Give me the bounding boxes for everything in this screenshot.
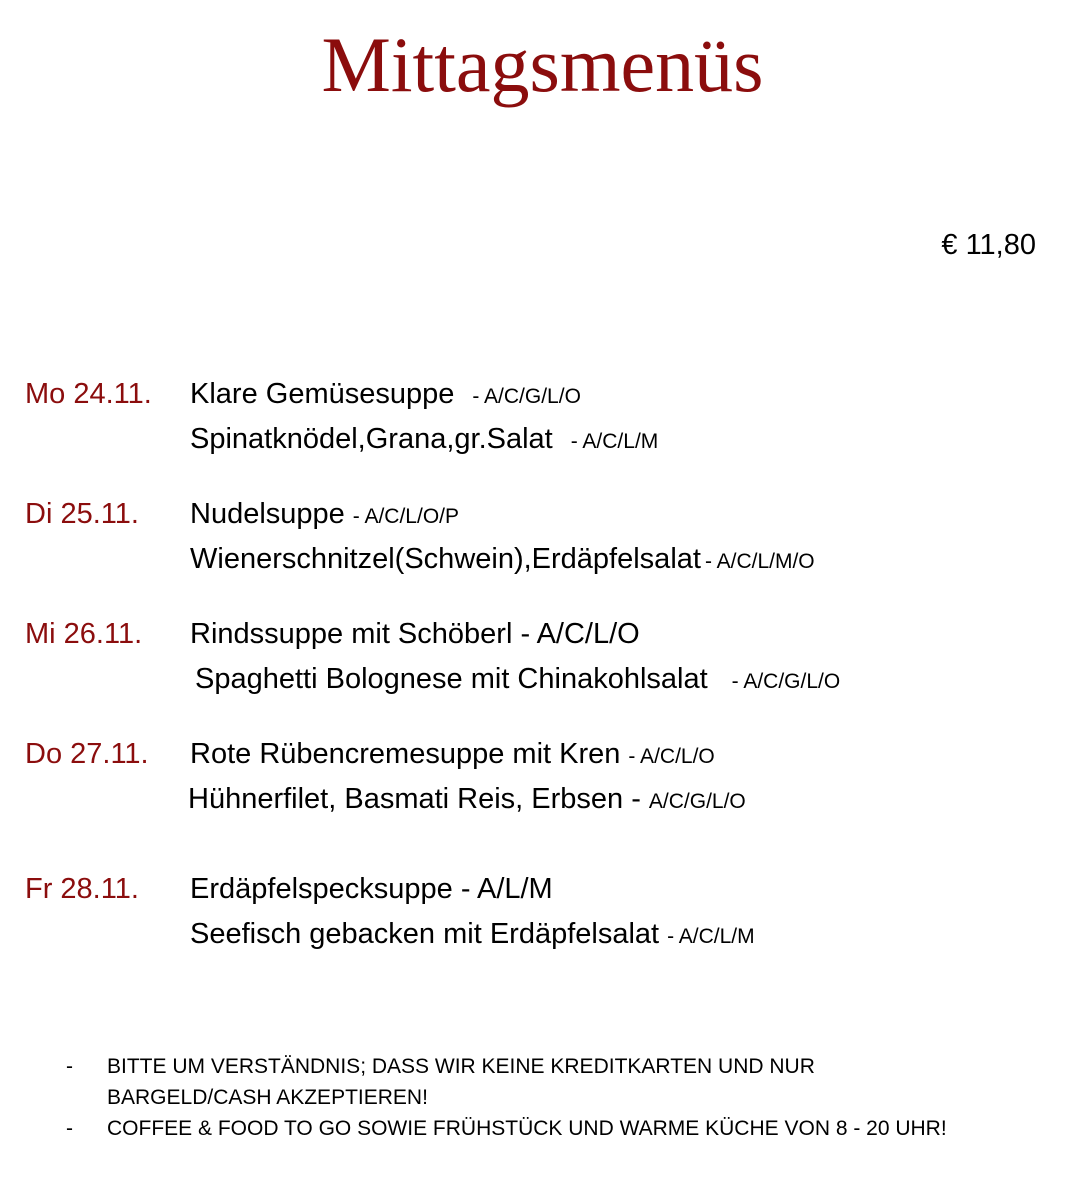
day-label: Do 27.11.	[25, 738, 149, 770]
day-label: Mi 26.11.	[25, 618, 143, 650]
dish-name: Erdäpfelspecksuppe	[190, 873, 453, 905]
allergen-codes: - A/C/L/O	[628, 745, 715, 768]
dish-name: Nudelsuppe	[190, 498, 345, 530]
dish-name: Rote Rübencremesuppe mit Kren	[190, 738, 621, 770]
dish-name: Spaghetti Bolognese mit Chinakohlsalat	[195, 663, 708, 695]
allergen-codes: - A/L/M	[460, 873, 553, 905]
dish-name: Seefisch gebacken mit Erdäpfelsalat	[190, 918, 660, 950]
dish-name: Hühnerfilet, Basmati Reis, Erbsen -	[188, 783, 641, 815]
day-label: Di 25.11.	[25, 498, 139, 530]
main-dish-line	[190, 542, 815, 579]
dish-name: Klare Gemüsesuppe	[190, 378, 455, 410]
allergen-codes: - A/C/G/L/O	[731, 670, 841, 693]
allergen-codes: - A/C/L/M/O	[704, 550, 815, 573]
soup-line	[190, 377, 581, 414]
note-text-line: COFFEE & FOOD TO GO SOWIE FRÜHSTÜCK UND WARME KÜCHE VON 8 - 20 UHR!	[107, 1117, 947, 1140]
allergen-codes: A/C/G/L/O	[648, 790, 746, 813]
allergen-codes: - A/C/L/M	[667, 925, 755, 948]
main-dish-line	[190, 422, 658, 459]
bullet-dash: -	[66, 1117, 73, 1140]
menu-price: € 11,80	[941, 229, 1036, 261]
note-text-line: BITTE UM VERSTÄNDNIS; DASS WIR KEINE KREDITKARTEN UND NUR	[107, 1055, 815, 1078]
dish-name: Rindssuppe mit Schöberl	[190, 618, 513, 650]
soup-line	[190, 872, 553, 906]
soup-line	[190, 497, 459, 534]
bullet-dash: -	[66, 1055, 73, 1078]
allergen-codes: - A/C/L/O	[520, 618, 640, 650]
note-text-line: BARGELD/CASH AKZEPTIEREN!	[107, 1086, 428, 1109]
allergen-codes: - A/C/L/M	[570, 430, 659, 453]
soup-line	[190, 617, 640, 651]
day-label: Mo 24.11.	[25, 378, 152, 410]
day-label: Fr 28.11.	[25, 873, 139, 905]
soup-line	[190, 737, 715, 774]
main-dish-line	[190, 917, 755, 954]
menu-title: Mittagsmenüs	[321, 21, 764, 108]
dish-name: Wienerschnitzel(Schwein),Erdäpfelsalat	[190, 543, 701, 575]
main-dish-line	[195, 662, 840, 699]
main-dish-line	[188, 782, 746, 819]
allergen-codes: - A/C/G/L/O	[472, 385, 581, 408]
allergen-codes: - A/C/L/O/P	[352, 505, 459, 528]
dish-name: Spinatknödel,Grana,gr.Salat	[190, 423, 553, 455]
